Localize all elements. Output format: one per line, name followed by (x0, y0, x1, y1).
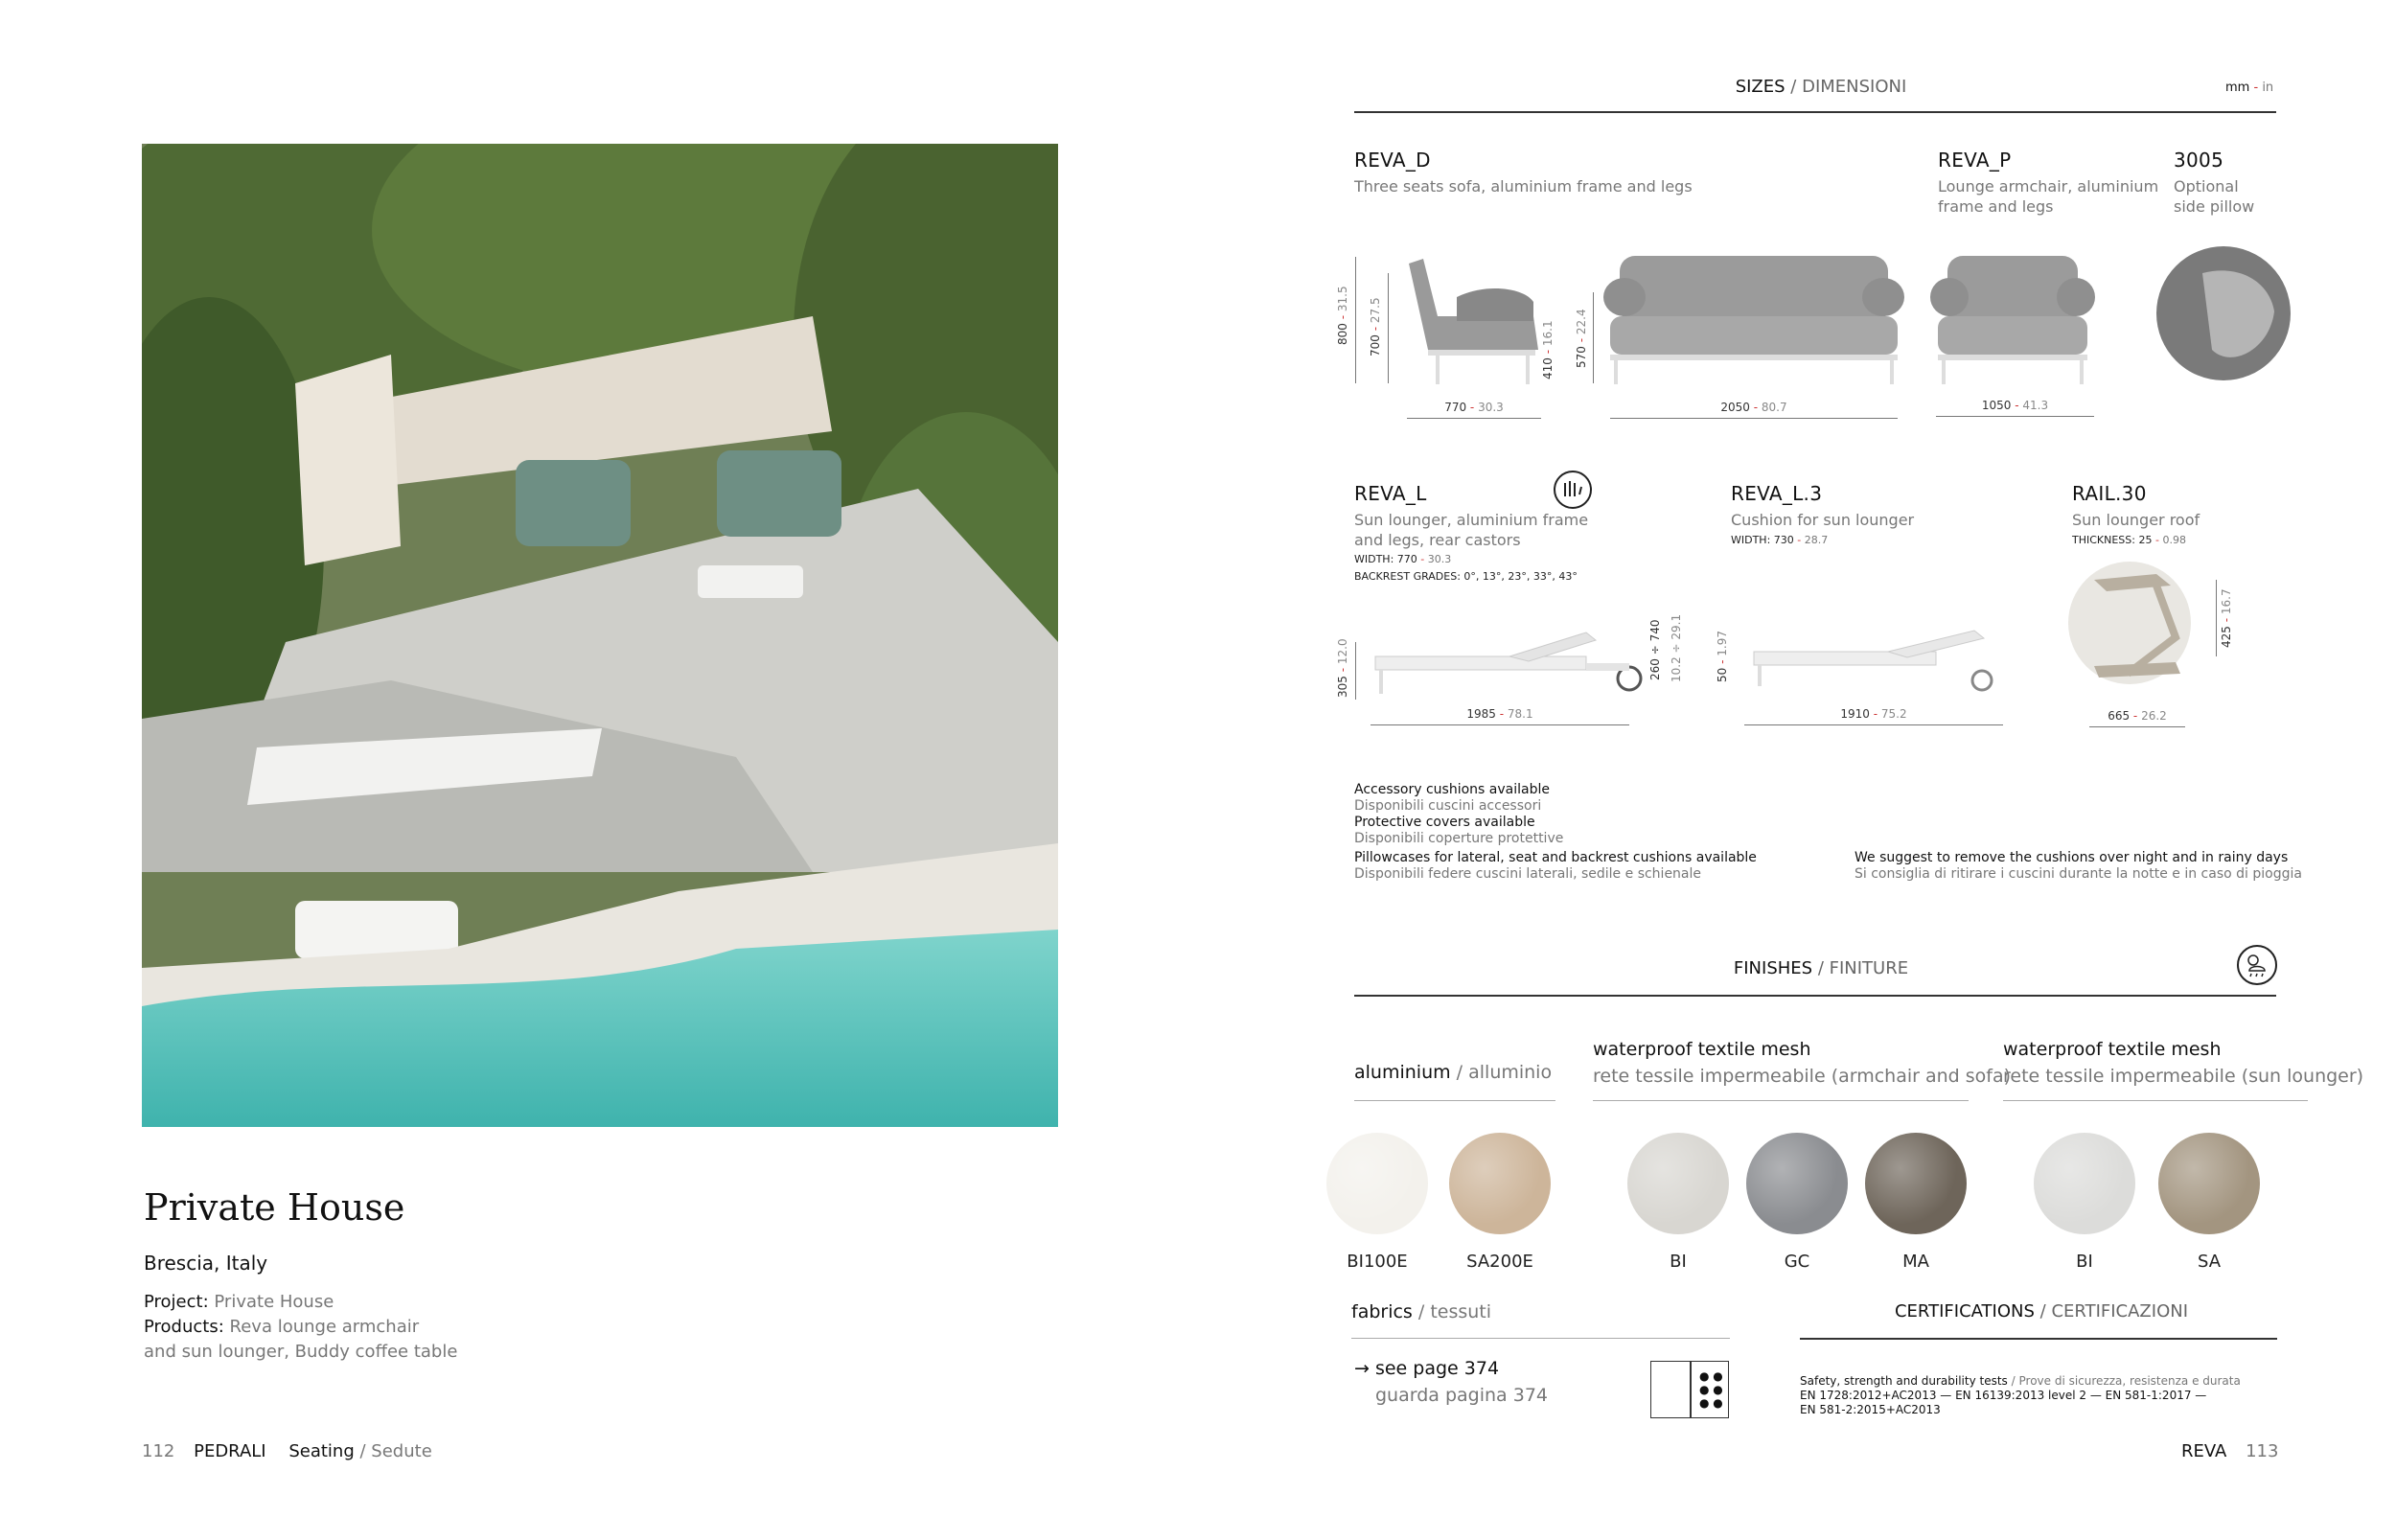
product-code-rail30: RAIL.30 (2072, 482, 2147, 505)
dim-lounger-h (1336, 638, 1349, 698)
dim-side-h2-mm: 700 (1369, 334, 1382, 356)
dim-sep-10: - (2154, 534, 2159, 546)
dim-side-h4-in: 22.4 (1575, 309, 1588, 335)
dim-lounger-w (1371, 707, 1629, 721)
swatch-label-bi-mesh: BI (1670, 1252, 1687, 1272)
dim-side-h1-in: 31.5 (1336, 286, 1349, 312)
dim-roof-w-mm: 665 (2108, 709, 2131, 723)
swatch-label-bi-lounger: BI (2076, 1252, 2093, 1272)
products-label: Products: (144, 1317, 224, 1337)
product-desc-reva-l-1: Sun lounger, aluminium frame (1354, 511, 1589, 529)
cert-line-3: EN 581-2:2015+AC2013 (1800, 1403, 1941, 1416)
sun-lounger-roof-image (2061, 561, 2214, 685)
dim-line-side-h1 (1355, 257, 1356, 383)
product-desc-reva-l (1354, 510, 1588, 550)
dim-side-h1-mm: 800 (1336, 323, 1349, 345)
sun-lounger-drawing (1366, 604, 1653, 700)
dim-side-w (1407, 401, 1541, 414)
project-title: Private House (144, 1186, 405, 1229)
finish-group-aluminium-it: / alluminio (1456, 1062, 1553, 1083)
swatch-label-gc-mesh: GC (1784, 1252, 1810, 1272)
dim-sep-9: - (1797, 534, 1802, 546)
product-code-reva-p: REVA_P (1938, 149, 2012, 172)
dim-sep-2: - (1369, 326, 1382, 332)
spec-rail30-thickness-label: THICKNESS: (2072, 534, 2135, 546)
dim-side-h2 (1369, 297, 1382, 356)
cert-line-1-en: Safety, strength and durability tests (1800, 1374, 2008, 1388)
dim-roof-h-mm: 425 (2220, 626, 2233, 648)
dim-line-side-w (1407, 418, 1541, 419)
project-details (144, 1290, 457, 1365)
dim-line-arm-w (1936, 416, 2094, 417)
note-1-it: Disponibili cuscini accessori (1354, 798, 1542, 814)
weather-icon (2236, 944, 2278, 986)
dim-sep-6: - (1753, 401, 1759, 414)
project-value: Private House (214, 1292, 334, 1312)
dim-lounger-w-in: 78.1 (1507, 707, 1533, 721)
dim-cushion-h (1716, 631, 1729, 682)
units-sep: - (2253, 80, 2259, 95)
spec-rail30-thickness-in: 0.98 (2162, 534, 2186, 546)
finish-group-mesh-2-rule (2003, 1100, 2308, 1101)
dim-sep-15: - (1873, 707, 1878, 721)
dim-sep-5: - (1469, 401, 1475, 414)
swatch-sa200e[interactable] (1449, 1133, 1551, 1234)
castor-icon (1553, 470, 1593, 510)
product-desc-3005-1: Optional (2174, 177, 2239, 195)
note-3-it: Disponibili federe cuscini laterali, sedile e schienale (1354, 866, 1702, 882)
product-spec-reva-l-width (1354, 553, 1451, 565)
dim-arm-w-mm: 1050 (1981, 399, 2012, 412)
note-2-en: Protective covers available (1354, 815, 1535, 830)
finish-group-mesh-1-subtitle: rete tessile impermeabile (armchair and sofa) (1593, 1066, 2012, 1087)
spec-reva-l-width-in: 30.3 (1427, 553, 1452, 565)
finish-group-aluminium (1354, 1062, 1552, 1083)
note-3-en: Pillowcases for lateral, seat and backrest cushions available (1354, 850, 1757, 865)
swatch-label-sa200e: SA200E (1466, 1252, 1533, 1272)
finishes-title-en: FINISHES (1733, 958, 1813, 978)
sizes-title (1629, 77, 2013, 97)
product-spec-reva-l-grades: BACKREST GRADES: 0°, 13°, 23°, 33°, 43° (1354, 570, 1578, 583)
dim-side-h3-mm: 410 (1541, 357, 1555, 379)
dim-side-h3 (1541, 320, 1555, 379)
product-desc-rail30: Sun lounger roof (2072, 511, 2200, 529)
fabric-book-icon: ● ● ● ● ● ● (1650, 1361, 1729, 1418)
dim-sep-16: - (2132, 709, 2138, 723)
dim-lounger-bh (1648, 620, 1662, 681)
lounger-cushion-drawing (1744, 604, 2013, 700)
sizes-rule (1354, 111, 2276, 113)
finish-group-aluminium-en: aluminium (1354, 1062, 1451, 1083)
fabrics-link-text[interactable]: see page 374 (1374, 1358, 1500, 1379)
swatch-label-sa-lounger: SA (2197, 1252, 2222, 1272)
dim-side-h2-in: 27.5 (1369, 297, 1382, 324)
certifications-title (1802, 1301, 2281, 1322)
swatch-bi-lounger[interactable] (2034, 1133, 2135, 1234)
side-pillow-image (2154, 244, 2298, 388)
fabrics-link[interactable]: → see page 374 guarda pagina 374 (1354, 1355, 1548, 1409)
units-legend (2225, 80, 2273, 95)
dim-side-w-mm: 770 (1444, 401, 1467, 414)
sizes-title-en: SIZES (1735, 77, 1785, 97)
section-name: Seating (288, 1441, 355, 1461)
certifications-rule (1800, 1338, 2277, 1340)
dim-line-side-h2 (1388, 273, 1389, 383)
armchair-side-drawing (1399, 244, 1543, 388)
dim-side-h3-in: 16.1 (1541, 320, 1555, 347)
dim-lounger-h-in: 12.0 (1336, 638, 1349, 665)
product-spec-rail30-thickness (2072, 534, 2186, 546)
page-number-left: 112 (142, 1441, 175, 1461)
finish-group-mesh-1 (1593, 1036, 2011, 1090)
dim-lounger-bh-mm: 260 ÷ 740 (1648, 619, 1662, 680)
product-desc-reva-l3: Cushion for sun lounger (1731, 511, 1915, 529)
fabrics-title: fabrics (1351, 1301, 1413, 1322)
units-in: in (2262, 80, 2274, 95)
dim-sep-12: - (1716, 659, 1729, 664)
dim-arm-w (1936, 399, 2094, 412)
certifications-text (1800, 1374, 2241, 1417)
finishes-title (1629, 958, 2013, 978)
product-desc-reva-l-2: and legs, rear castors (1354, 531, 1521, 549)
dim-sep-11: - (1336, 667, 1349, 673)
product-desc-3005-2: side pillow (2174, 197, 2255, 216)
dim-sep-4: - (1575, 337, 1588, 343)
dim-lounger-w-mm: 1985 (1466, 707, 1496, 721)
swatch-gc-mesh[interactable] (1746, 1133, 1848, 1234)
right-footer (2181, 1441, 2278, 1461)
brand-name: PEDRALI (194, 1441, 266, 1461)
notes-block-right (1855, 850, 2302, 883)
dim-sofa-w (1610, 401, 1898, 414)
dim-line-side-h4 (1593, 292, 1594, 383)
spec-reva-l3-width-in: 28.7 (1804, 534, 1829, 546)
dim-line-roof-h (2216, 580, 2217, 656)
dim-sep-14: - (1499, 707, 1505, 721)
swatch-bi-mesh[interactable] (1627, 1133, 1729, 1234)
swatch-ma-mesh[interactable] (1865, 1133, 1967, 1234)
spec-reva-l3-width-label: WIDTH: (1731, 534, 1771, 546)
dim-roof-h (2220, 588, 2233, 648)
dim-line-lounger-w (1371, 724, 1629, 725)
spec-reva-l-width-mm: 770 (1396, 553, 1417, 565)
note-4-it: Si consiglia di ritirare i cuscini durante la notte e in caso di pioggia (1855, 866, 2302, 882)
section-name-it: / Sedute (359, 1441, 432, 1461)
dim-lounger-bh-in-value: 10.2 ÷ 29.1 (1670, 613, 1683, 682)
product-desc-reva-p-1: Lounge armchair, aluminium (1938, 177, 2159, 195)
product-code-reva-l: REVA_L (1354, 482, 1427, 505)
certifications-title-it: / CERTIFICAZIONI (2039, 1301, 2189, 1322)
dim-side-h4 (1575, 309, 1588, 368)
dim-roof-w (2089, 709, 2185, 723)
dim-sofa-w-in: 80.7 (1761, 401, 1787, 414)
dim-cushion-w (1744, 707, 2003, 721)
sofa-front-drawing (1601, 244, 1907, 388)
dim-cushion-w-in: 75.2 (1880, 707, 1907, 721)
product-desc-reva-d: Three seats sofa, aluminium frame and legs (1354, 177, 1693, 195)
spec-reva-l3-width-mm: 730 (1773, 534, 1794, 546)
project-location: Brescia, Italy (144, 1252, 268, 1275)
fabrics-title-it: / tessuti (1417, 1301, 1492, 1322)
dim-line-lounger-h (1355, 642, 1356, 700)
fabrics-heading (1351, 1301, 1491, 1322)
finish-group-mesh-2-subtitle: rete tessile impermeabile (sun lounger) (2003, 1066, 2364, 1087)
page-number-right: 113 (2246, 1441, 2279, 1461)
dim-cushion-w-mm: 1910 (1840, 707, 1870, 721)
dim-cushion-h-mm: 50 (1716, 667, 1729, 682)
dim-line-cushion-w (1744, 724, 2003, 725)
finish-group-mesh-1-rule (1593, 1100, 1969, 1101)
dim-cushion-h-in: 1.97 (1716, 631, 1729, 656)
left-footer (142, 1441, 432, 1461)
spec-reva-l-width-label: WIDTH: (1354, 553, 1394, 565)
finish-group-mesh-1-title: waterproof textile mesh (1593, 1039, 1811, 1060)
product-desc-reva-p-2: frame and legs (1938, 197, 2054, 216)
finish-group-mesh-2 (2003, 1036, 2363, 1090)
finish-group-mesh-2-title: waterproof textile mesh (2003, 1039, 2222, 1060)
swatch-bi100e[interactable] (1326, 1133, 1428, 1234)
product-code-3005: 3005 (2174, 149, 2224, 172)
product-code-reva-l3: REVA_L.3 (1731, 482, 1823, 505)
dim-side-w-in: 30.3 (1478, 401, 1504, 414)
dim-sep-13: - (2220, 617, 2233, 623)
project-label: Project: (144, 1292, 209, 1312)
dim-roof-h-in: 16.7 (2220, 588, 2233, 615)
dim-side-h1 (1336, 286, 1349, 345)
notes-block (1354, 782, 1757, 883)
swatch-sa-lounger[interactable] (2158, 1133, 2260, 1234)
note-2-it: Disponibili coperture protettive (1354, 831, 1564, 846)
dim-line-sofa-w (1610, 418, 1898, 419)
dim-side-h4-mm: 570 (1575, 346, 1588, 368)
certifications-title-en: CERTIFICATIONS (1894, 1301, 2035, 1322)
dim-sep-7: - (2015, 399, 2019, 412)
product-desc-reva-p (1938, 176, 2158, 217)
products-value-1: Reva lounge armchair (229, 1317, 420, 1337)
spec-rail30-thickness-mm: 25 (2138, 534, 2153, 546)
sizes-title-it: / DIMENSIONI (1790, 77, 1907, 97)
dim-arm-w-in: 41.3 (2022, 399, 2049, 412)
note-1-en: Accessory cushions available (1354, 782, 1550, 797)
dim-roof-w-in: 26.2 (2141, 709, 2167, 723)
armchair-front-drawing (1926, 244, 2099, 388)
project-photo (142, 144, 1058, 1127)
cert-line-2: EN 1728:2012+AC2013 — EN 16139:2013 level 2 — EN 581-1:2017 — (1800, 1389, 2207, 1402)
fabrics-rule (1351, 1338, 1730, 1339)
dim-sofa-w-mm: 2050 (1720, 401, 1750, 414)
units-mm: mm (2225, 80, 2250, 95)
swatch-label-bi100e: BI100E (1347, 1252, 1408, 1272)
finish-group-aluminium-rule (1354, 1100, 1555, 1101)
swatch-label-ma-mesh: MA (1902, 1252, 1929, 1272)
dim-lounger-bh-in (1670, 614, 1683, 682)
cert-line-1-it: / Prove di sicurezza, resistenza e durata (2011, 1374, 2241, 1388)
dim-sep-8: - (1420, 553, 1425, 565)
dim-line-roof-w (2089, 726, 2185, 727)
fabrics-link-text-it: guarda pagina 374 (1375, 1385, 1548, 1406)
dim-sep-3: - (1541, 349, 1555, 355)
finishes-rule (1354, 995, 2276, 997)
finishes-title-it: / FINITURE (1817, 958, 1909, 978)
product-spec-reva-l3-width (1731, 534, 1828, 546)
product-code-reva-d: REVA_D (1354, 149, 1431, 172)
note-4-en: We suggest to remove the cushions over night and in rainy days (1855, 850, 2289, 865)
product-desc-3005 (2174, 176, 2254, 217)
dim-sep-1: - (1336, 314, 1349, 320)
product-name: REVA (2181, 1441, 2227, 1461)
products-value-2: and sun lounger, Buddy coffee table (144, 1342, 458, 1362)
dim-lounger-h-mm: 305 (1336, 676, 1349, 698)
